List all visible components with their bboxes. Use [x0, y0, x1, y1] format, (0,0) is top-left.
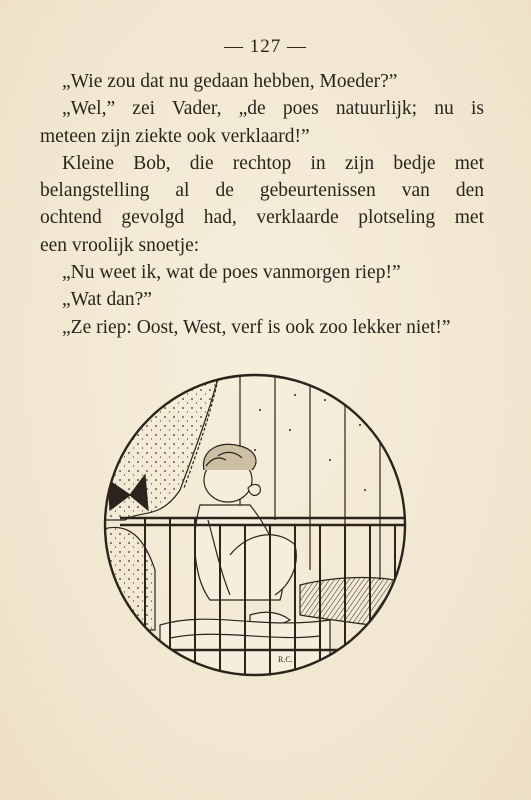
text-line: „Wie zou dat nu gedaan hebben, Moeder?” — [62, 71, 398, 92]
illustrator-signature: R.C. — [278, 655, 293, 664]
text-line: Kleine Bob, die rechtop in zijn bedje met — [62, 152, 484, 174]
text-line: „Ze riep: Oost, West, verf is ook zoo lekker niet!” — [62, 316, 451, 338]
child-in-crib-illustration — [100, 370, 410, 680]
text-line: „Wel,” zei Vader, „de poes natuurlijk; nu is — [62, 98, 484, 120]
text-line: een vroolijk snoetje: — [40, 234, 200, 256]
text-line: „Wat dan?” — [62, 289, 152, 311]
text-line: ochtend gevolgd had, verklaarde plotseling met — [40, 207, 484, 229]
text-line: „Nu weet ik, wat de poes vanmorgen riep!” — [62, 262, 401, 284]
text-line: meteen zijn ziekte ook verklaard!” — [40, 125, 310, 147]
page-number: — 127 — — [224, 36, 307, 57]
text-line: belangstelling al de gebeurtenissen van den — [40, 180, 484, 202]
body-text — [40, 68, 484, 341]
